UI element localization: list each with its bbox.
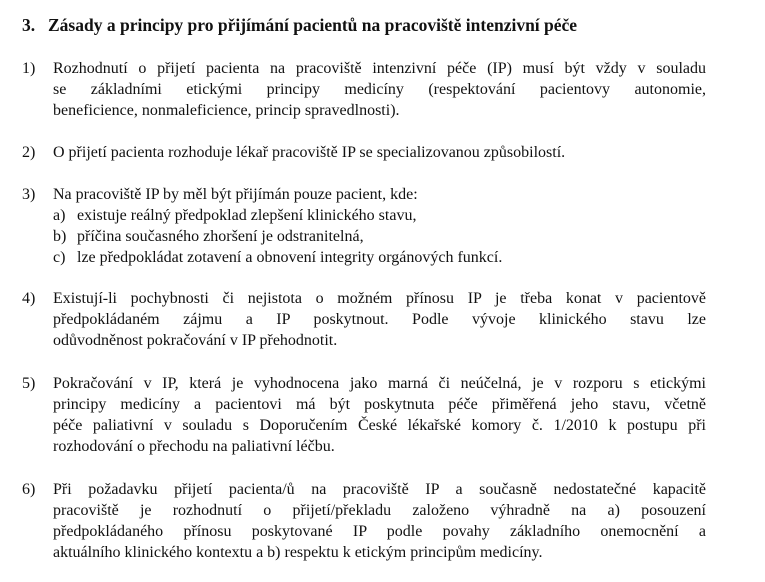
list-item-5 (22, 373, 706, 457)
sub-item-c (53, 247, 706, 268)
sub-item-letter: a) (53, 207, 66, 224)
section-heading (22, 14, 742, 36)
list-item-text (53, 479, 706, 563)
list-item-intro: Na pracoviště IP by měl být přijímán pouze pacient, kde: (53, 186, 418, 203)
list-item-number: 4) (22, 290, 36, 307)
text-line: se základními etickými principy medicíny (respektování pacientovy autonomie, (53, 81, 706, 98)
list-item-1 (22, 58, 706, 121)
list-item-number: 6) (22, 481, 36, 498)
sub-item-text: lze předpokládat zotavení a obnovení integrity orgánových funkcí. (77, 249, 503, 266)
list-item-text (53, 184, 706, 268)
text-line: rozhodování o přechodu na paliativní léčbu. (53, 438, 335, 455)
text-line: Existují-li pochybnosti či nejistota o možném přínosu IP je třeba konat v pacientově (53, 290, 706, 307)
list-item-number: 5) (22, 375, 36, 392)
list-item-number: 3) (22, 186, 36, 203)
list-item-text (53, 58, 706, 121)
text-line: odůvodněnost pokračování v IP přehodnotit. (53, 332, 338, 349)
list-item-number: 1) (22, 60, 36, 77)
text-line: předpokládaném zájmu a IP poskytnout. Podle vývoje klinického stavu lze (53, 311, 706, 328)
sub-item-b (53, 226, 706, 247)
text-line: péče paliativní v souladu s Doporučením České lékařské komory č. 1/2010 k postupu při (53, 417, 706, 434)
text-line: O přijetí pacienta rozhoduje lékař pracoviště IP se specializovanou způsobilostí. (53, 144, 566, 161)
list-item-6 (22, 479, 706, 563)
list-item-text (53, 142, 706, 163)
text-line: předpokládaného přínosu poskytované IP podle povahy základního onemocnění a (53, 523, 706, 540)
list-item-4 (22, 288, 706, 351)
list-item-2 (22, 142, 706, 163)
list-item-3 (22, 184, 706, 268)
sub-item-letter: b) (53, 228, 67, 245)
sub-item-a (53, 205, 706, 226)
text-line: Rozhodnutí o přijetí pacienta na pracoviště intenzivní péče (IP) musí být vždy v souladu (53, 60, 706, 77)
text-line: Při požadavku přijetí pacienta/ů na pracoviště IP a současně nedostatečné kapacitě (53, 481, 706, 498)
list-item-number: 2) (22, 144, 36, 161)
section-title: Zásady a principy pro přijímání pacientů na pracoviště intenzivní péče (48, 15, 578, 35)
text-line: aktuálního klinického kontextu a b) respektu k etickým principům medicíny. (53, 544, 543, 561)
list-item-text (53, 373, 706, 457)
text-line: Pokračování v IP, která je vyhodnocena jako marná či neúčelná, je v rozporu s etickými (53, 375, 706, 392)
text-line: beneficience, nonmaleficience, princip spravedlnosti). (53, 102, 400, 119)
sub-item-text: existuje reálný předpoklad zlepšení klinického stavu, (77, 207, 417, 224)
sub-item-text: příčina současného zhoršení je odstranitelná, (77, 228, 364, 245)
list-item-text (53, 288, 706, 351)
text-line: pracoviště je rozhodnutí o přijetí/překladu založeno výhradně na a) posouzení (53, 502, 706, 519)
sub-item-letter: c) (53, 249, 66, 266)
text-line: principy medicíny a pacientovi má být poskytnuta péče přiměřená jeho stavu, včetně (53, 396, 706, 413)
section-number: 3. (22, 15, 36, 35)
